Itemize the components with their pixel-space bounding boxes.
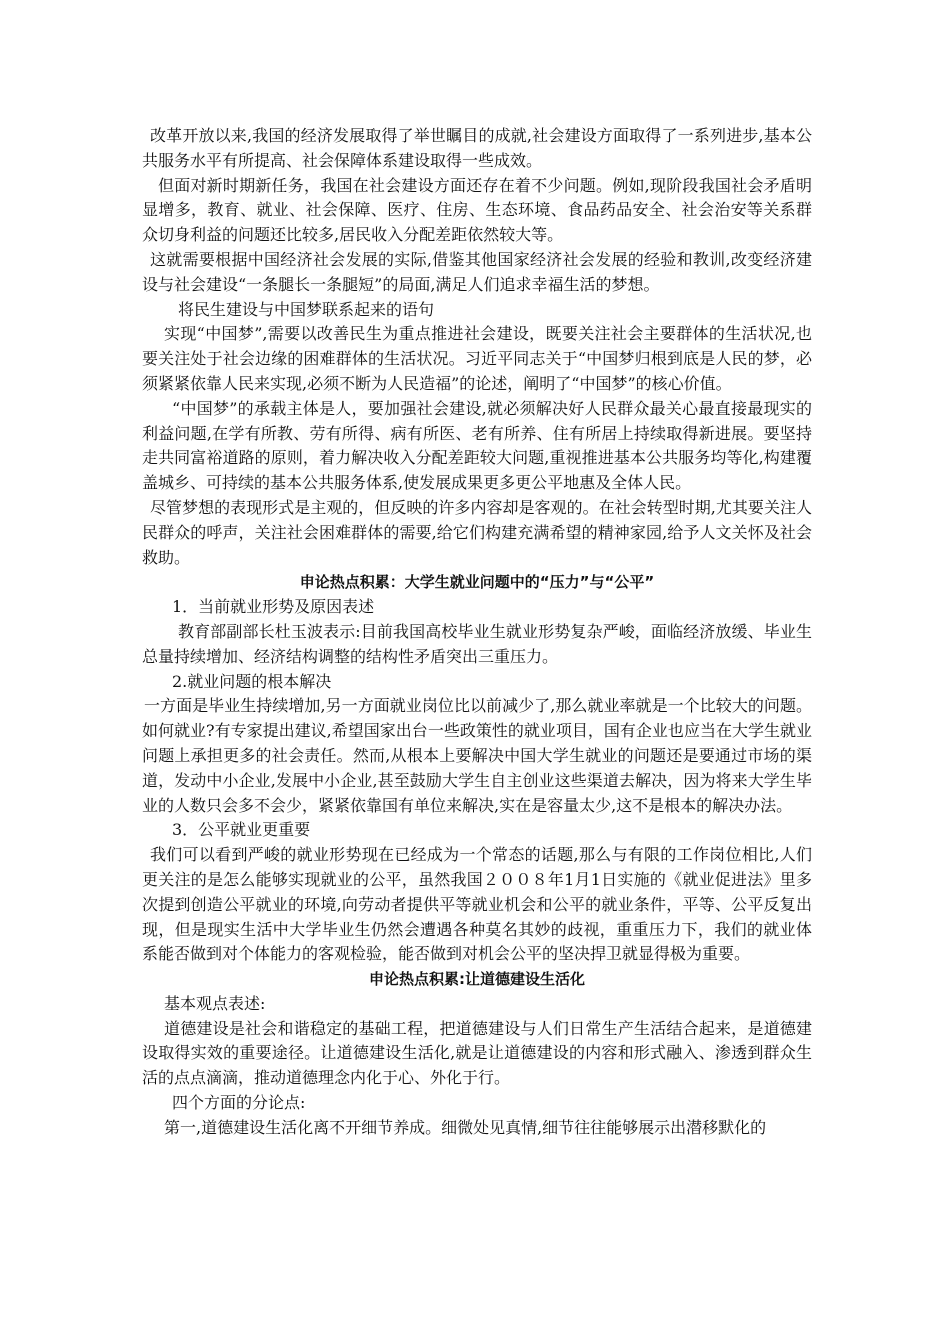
subheading-employment-situation: 1．当前就业形势及原因表述 bbox=[172, 597, 375, 617]
paragraph-reform-achievements: 改革开放以来,我国的经济发展取得了举世瞩目的成就,社会建设方面取得了一系列进步,基本公共服务水平有所提高、社会保障体系建设取得一些成效。 bbox=[142, 126, 812, 170]
paragraph-china-dream-subject: “中国梦”的承载主体是人，要加强社会建设,就必须解决好人民群众最关心最直接最现实的利益问题,在学有所教、劳有所得、病有所医、老有所养、住有所居上持续取得新进展。要坚持走共同富裕道路的原则，着力解决收入分配差距较大问题,重视推进基本公共服务均等化,构建覆盖城乡、可持续的基本公共服务体系,使发展成果更多更公平地惠及全体人民。 bbox=[142, 398, 812, 493]
paragraph-development-need: 这就需要根据中国经济社会发展的实际,借鉴其他国家经济社会发展的经验和教训,改变经济建设与社会建设“一条腿长一条腿短”的局面,满足人们追求幸福生活的梦想。 bbox=[142, 249, 812, 294]
subheading-china-dream-quotes: 将民生建设与中国梦联系起来的语句 bbox=[178, 299, 435, 319]
subheading-employment-solution: 2.就业问题的根本解决 bbox=[172, 671, 332, 691]
paragraph-point-one: 第一,道德建设生活化离不开细节养成。细微处见真情,细节往往能够展示出潜移默化的 bbox=[164, 1117, 767, 1137]
paragraph-dream-objective: 尽管梦想的表现形式是主观的，但反映的许多内容却是客观的。在社会转型时期,尤其要关注人民群众的呼声，关注社会困难群体的需要,给它们构建充满希望的精神家园,给予人文关怀及社会救助。 bbox=[142, 497, 812, 567]
section-heading-employment: 申论热点积累：大学生就业问题中的“压力”与“公平” bbox=[299, 573, 655, 592]
document-page bbox=[142, 124, 812, 1141]
section-heading-morality: 申论热点积累:让道德建设生活化 bbox=[368, 970, 585, 989]
paragraph-morality-foundation: 道德建设是社会和谐稳定的基础工程，把道德建设与人们日常生产生活结合起来，是道德建设取得实效的重要途径。让道德建设生活化,就是让道德建设的内容和形式融入、渗透到群众生活的点点滴滴，推动道德理念内化于心、外化于行。 bbox=[142, 1018, 812, 1088]
subheading-four-points: 四个方面的分论点: bbox=[172, 1093, 306, 1113]
paragraph-three-pressures: 教育部副部长杜玉波表示:目前我国高校毕业生就业形势复杂严峻，面临经济放缓、毕业生总量持续增加、经济结构调整的结构性矛盾突出三重压力。 bbox=[142, 621, 812, 666]
paragraph-social-problems: 但面对新时期新任务，我国在社会建设方面还存在着不少问题。例如,现阶段我国社会矛盾明显增多，教育、就业、社会保障、医疗、住房、生态环境、食品药品安全、社会治安等关系群众切身利益的问题还比较多,居民收入分配差距依然较大等。 bbox=[142, 175, 812, 245]
paragraph-employment-solution: 一方面是毕业生持续增加,另一方面就业岗位比以前减少了,那么就业率就是一个比较大的问题。如何就业?有专家提出建议,希望国家出台一些政策性的就业项目，国有企业也应当在大学生就业问题上承担更多的社会责任。然而,从根本上要解决中国大学生就业的问题还是要通过市场的渠道，发动中小企业,发展中小企业,甚至鼓励大学生自主创业这些渠道去解决，因为将来大学生毕业的人数只会多不会少，紧紧依靠国有单位来解决,实在是容量太少,这不是根本的解决办法。 bbox=[142, 696, 812, 815]
paragraph-fair-employment: 我们可以看到严峻的就业形势现在已经成为一个常态的话题,那么与有限的工作岗位相比,人们更关注的是怎么能够实现就业的公平，虽然我国２００８年1月1日实施的《就业促进法》里多次提到创造公平就业的环境,向劳动者提供平等就业机会和公平的就业条件，平等、公平反复出现，但是现实生活中大学毕业生仍然会遭遇各种莫名其妙的歧视，重重压力下，我们的就业体系能否做到对个体能力的客观检验，能否做到对机会公平的坚决捍卫就显得极为重要。 bbox=[142, 845, 812, 964]
paragraph-china-dream-livelihood: 实现“中国梦”,需要以改善民生为重点推进社会建设，既要关注社会主要群体的生活状况,也要关注处于社会边缘的困难群体的生活状况。习近平同志关于“中国梦归根到底是人民的梦，必须紧紧依靠人民来实现,必须不断为人民造福”的论述，阐明了“中国梦”的核心价值。 bbox=[142, 324, 812, 393]
subheading-fair-employment: 3．公平就业更重要 bbox=[172, 820, 311, 840]
subheading-basic-view: 基本观点表述: bbox=[164, 993, 266, 1013]
